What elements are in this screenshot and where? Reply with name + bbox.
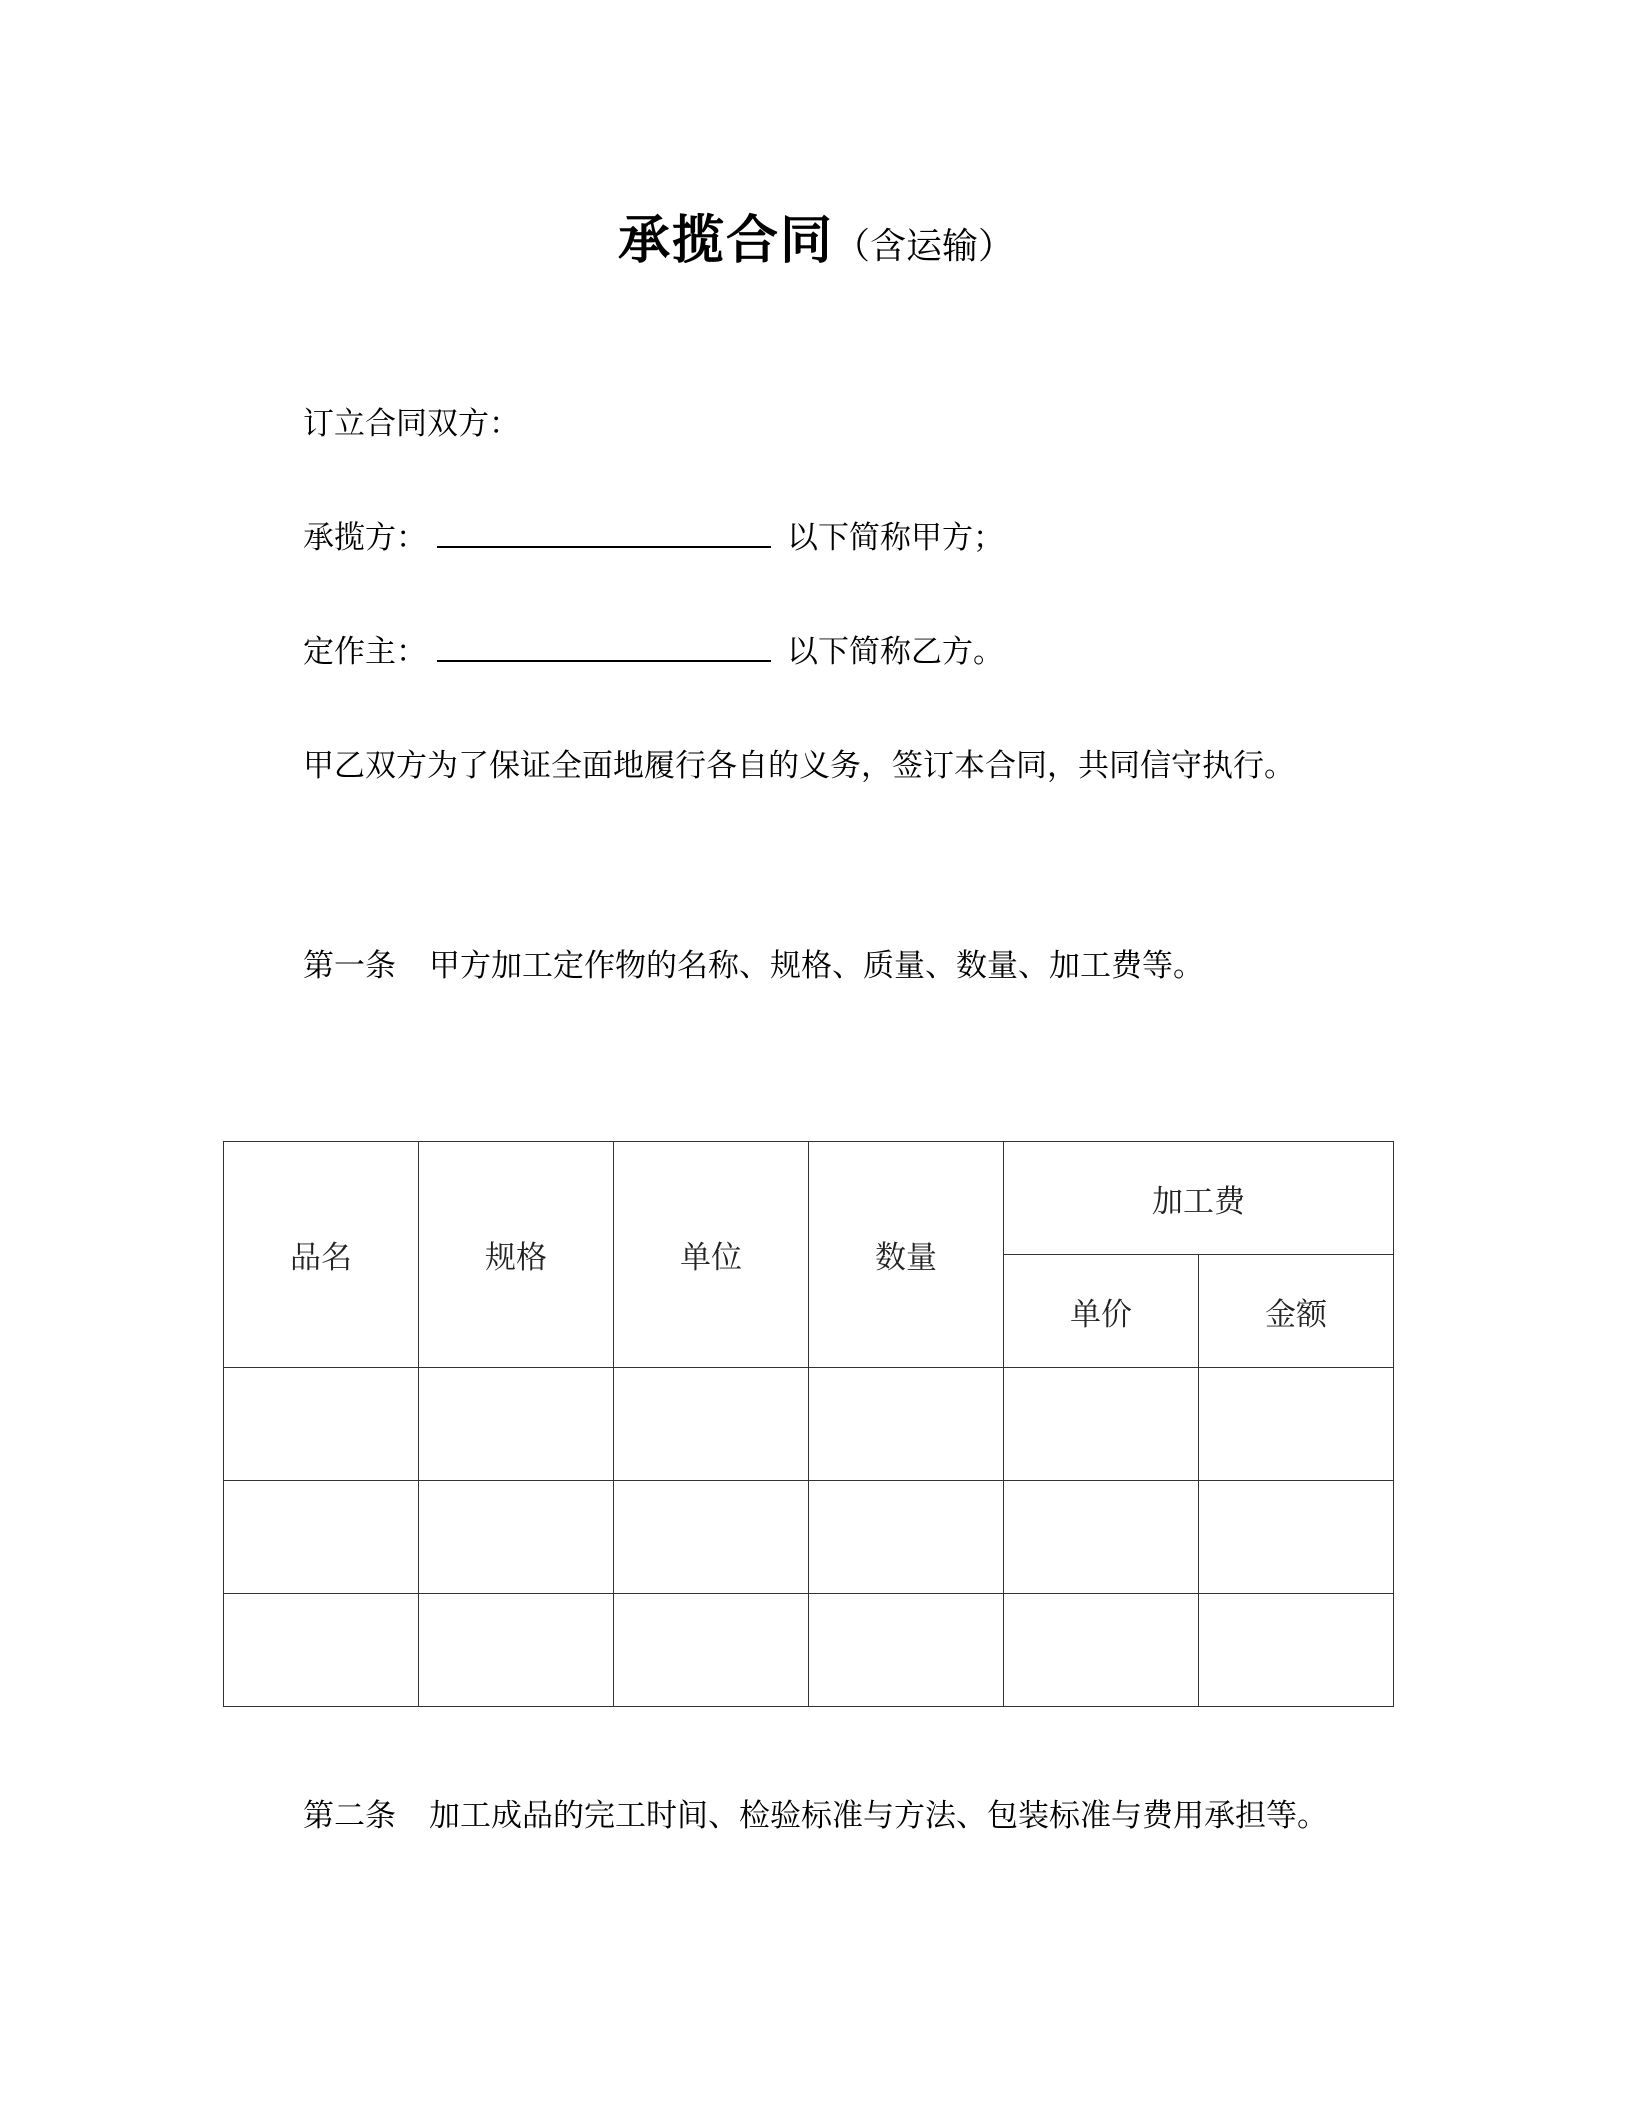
client-suffix: 以下简称乙方。 xyxy=(787,634,1004,670)
clause-1 xyxy=(303,944,1204,988)
document-title xyxy=(0,198,1632,273)
table-cell[interactable] xyxy=(614,1594,809,1707)
table-cell[interactable] xyxy=(1004,1481,1199,1594)
preamble: 甲乙双方为了保证全面地履行各自的义务，签订本合同，共同信守执行。 xyxy=(303,748,1295,784)
header-spec: 规格 xyxy=(419,1142,614,1368)
parties-intro: 订立合同双方： xyxy=(303,406,520,442)
table-row xyxy=(224,1368,1394,1481)
table-cell[interactable] xyxy=(1004,1368,1199,1481)
table-cell[interactable] xyxy=(224,1481,419,1594)
clause-2-text: 加工成品的完工时间、检验标准与方法、包装标准与费用承担等。 xyxy=(429,1798,1328,1834)
table-header-row xyxy=(224,1142,1394,1255)
table-row xyxy=(224,1594,1394,1707)
table-cell[interactable] xyxy=(1199,1481,1394,1594)
table-cell[interactable] xyxy=(1004,1594,1199,1707)
client-blank-field[interactable] xyxy=(437,634,771,662)
goods-table xyxy=(223,1141,1394,1707)
header-amount: 金额 xyxy=(1199,1255,1394,1368)
client-line xyxy=(303,630,1004,674)
contractor-suffix: 以下简称甲方； xyxy=(787,520,1004,556)
client-label: 定作主： xyxy=(303,634,427,670)
table-cell[interactable] xyxy=(419,1481,614,1594)
table-cell[interactable] xyxy=(1199,1594,1394,1707)
contractor-label: 承揽方： xyxy=(303,520,427,556)
header-unit: 单位 xyxy=(614,1142,809,1368)
table-cell[interactable] xyxy=(224,1368,419,1481)
clause-1-text: 甲方加工定作物的名称、规格、质量、数量、加工费等。 xyxy=(429,948,1204,984)
clause-2 xyxy=(303,1794,1328,1838)
table-cell[interactable] xyxy=(1199,1368,1394,1481)
header-unit-price: 单价 xyxy=(1004,1255,1199,1368)
header-fee: 加工费 xyxy=(1004,1142,1394,1255)
table-cell[interactable] xyxy=(614,1481,809,1594)
table-row xyxy=(224,1481,1394,1594)
table-cell[interactable] xyxy=(809,1481,1004,1594)
title-main: 承揽合同 xyxy=(617,211,834,271)
header-name: 品名 xyxy=(224,1142,419,1368)
title-sub: （含运输） xyxy=(834,226,1015,267)
table-cell[interactable] xyxy=(809,1368,1004,1481)
table-cell[interactable] xyxy=(224,1594,419,1707)
table-cell[interactable] xyxy=(419,1368,614,1481)
table-cell[interactable] xyxy=(614,1368,809,1481)
table-cell[interactable] xyxy=(419,1594,614,1707)
contractor-blank-field[interactable] xyxy=(437,520,771,548)
clause-1-number: 第一条 xyxy=(303,948,396,984)
contractor-line xyxy=(303,516,1004,560)
header-quantity: 数量 xyxy=(809,1142,1004,1368)
clause-2-number: 第二条 xyxy=(303,1798,396,1834)
table-cell[interactable] xyxy=(809,1594,1004,1707)
